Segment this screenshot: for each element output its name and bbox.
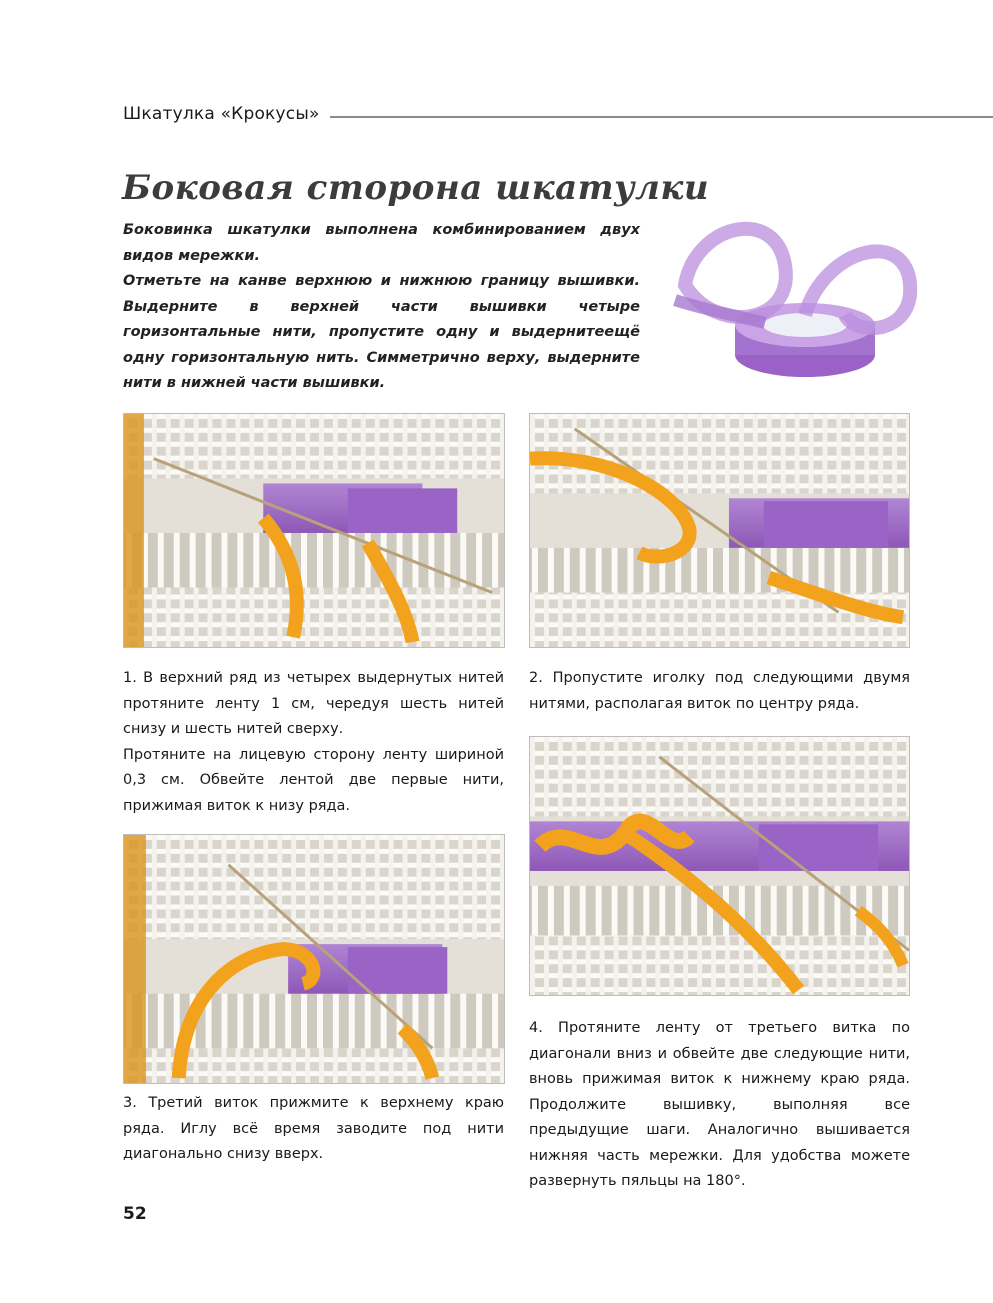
step-1-text: 1. В верхний ряд из четырех выдернутых нитей протяните ленту 1 см, чередуя шесть нитей снизу и шесть нитей сверху.: [123, 670, 504, 737]
ribbon-spool-image: [655, 205, 925, 390]
page-title: Боковая сторона шкатулки: [122, 168, 710, 208]
running-header: Шкатулка «Крокусы»: [123, 104, 320, 124]
step-4-text: 4. Протяните ленту от третьего витка по диагонали вниз и обвейте две следующие нити, вновь прижимая виток к нижнему краю ряда. Продолжите вышивку, выполняя все предыдущие шаги. Аналогично вышивается нижняя часть мережки. Для удобства можете развернуть пяльцы на 180°.: [529, 1020, 910, 1189]
intro-paragraph-2: Отметьте на канве верхнюю и нижнюю границу вышивки. Выдерните в верхней части вышивки четыре горизонтальные нити, пропустите одну и выдернитеещё одну горизонтальную нить. Симметрично верху, выдерните нити в нижней части вышивки.: [123, 273, 640, 391]
step-1-photo: [123, 413, 505, 648]
step-3-photo: [123, 834, 505, 1084]
header-rule: [330, 116, 993, 118]
step-4-caption: [529, 1016, 910, 1195]
step-3-text: 3. Третий виток прижмите к верхнему краю ряда. Иглу всё время заводите под нити диагонально снизу вверх.: [123, 1095, 504, 1162]
intro-text: [123, 218, 640, 397]
step-2-photo: [529, 413, 910, 648]
step-2-caption: [529, 666, 910, 717]
step-1-caption: [123, 666, 504, 819]
step-2-text: 2. Пропустите иголку под следующими двумя нитями, располагая виток по центру ряда.: [529, 670, 910, 712]
step-1-text-continued: Протяните на лицевую сторону ленту шириной 0,3 см. Обвейте лентой две первые нити, прижимая виток к низу ряда.: [123, 746, 504, 814]
step-4-photo: [529, 736, 910, 996]
intro-paragraph-1: Боковинка шкатулки выполнена комбинированием двух видов мережки.: [123, 222, 640, 264]
page-number: 52: [123, 1204, 147, 1224]
step-3-caption: [123, 1091, 504, 1168]
